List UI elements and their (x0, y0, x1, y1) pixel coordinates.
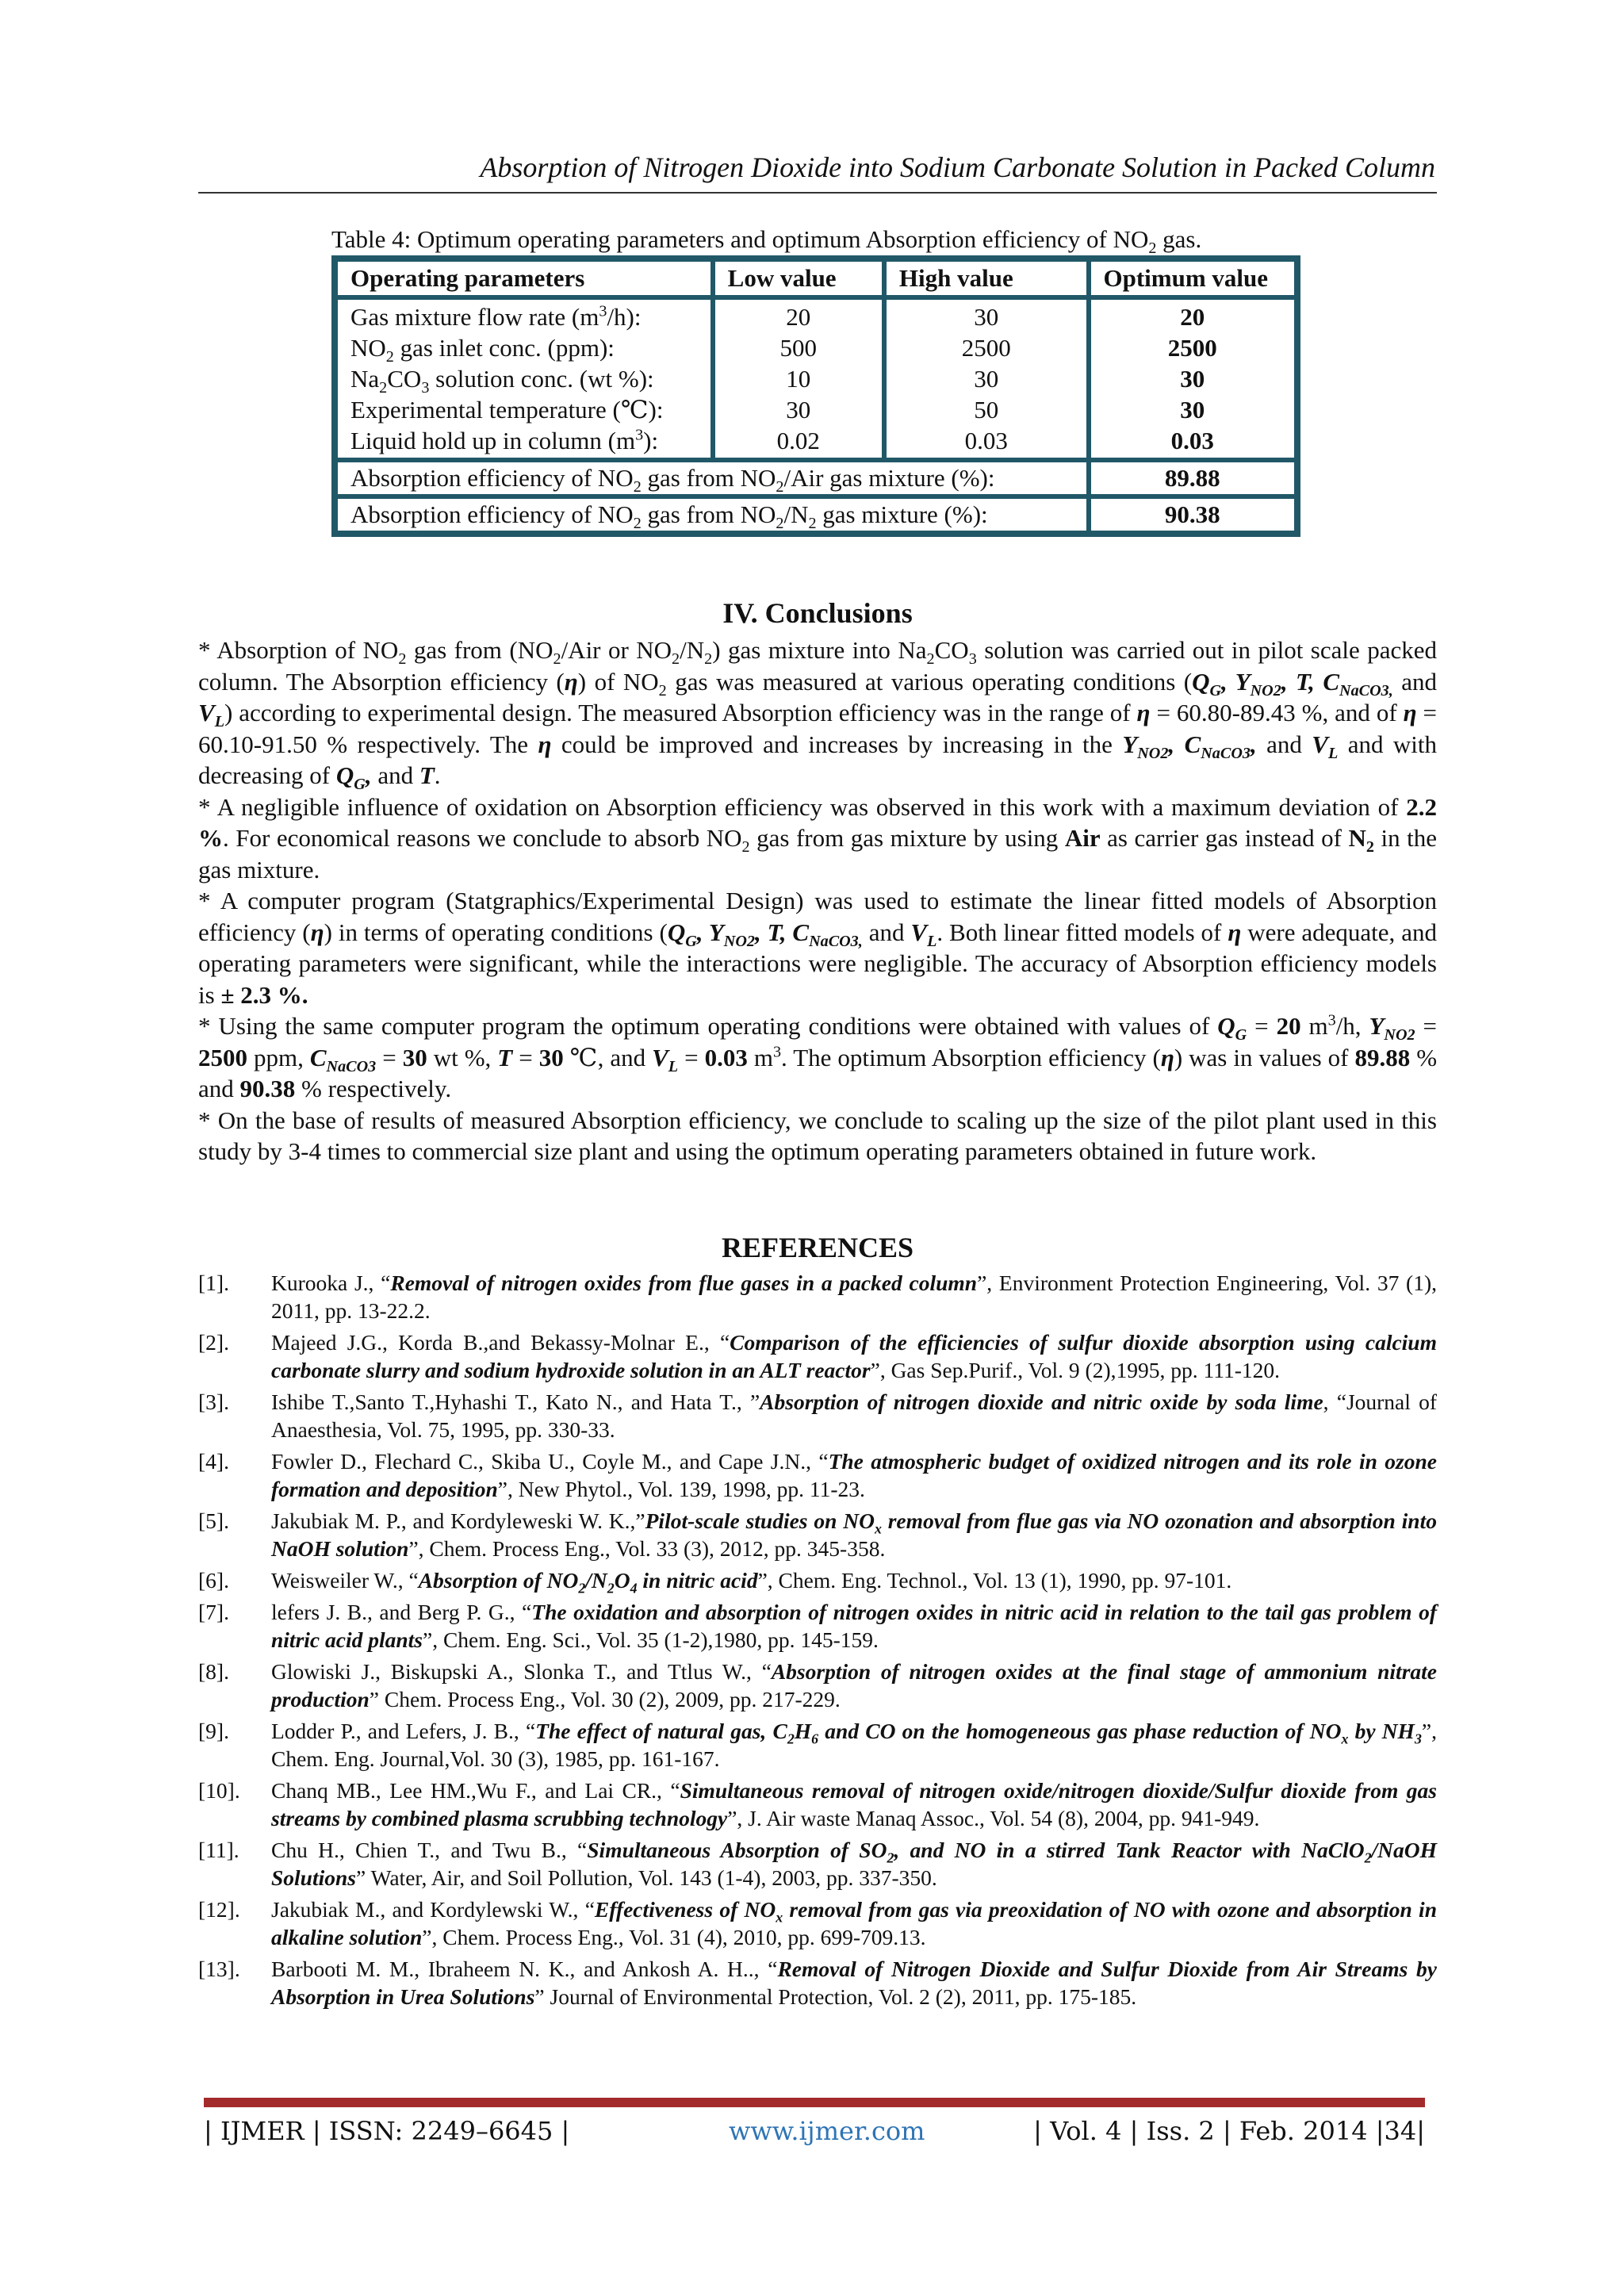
table-cell: 30 (974, 303, 999, 331)
table-cell: 20 (786, 303, 811, 331)
list-item: [3]. Ishibe T.,Santo T.,Hyhashi T., Kato N., and Hata T., ”Absorption of nitrogen dioxide and nitric oxide by soda lime, “Journal of Anaesthesia, Vol. 75, 1995, pp. 330-33. (198, 1389, 1437, 1442)
list-item: [9]. Lodder P., and Lefers, J. B., “The effect of natural gas, $C_2H_6$ and CO on the homogeneous gas phase reduction of $NO_x$ by $NH_3$”, Chem. Eng. Journal,Vol. 30 (3), 1985, pp. 161-167. (198, 1719, 1437, 1771)
column-header: Low value (713, 259, 884, 297)
section-heading-references: REFERENCES (721, 1232, 914, 1263)
journal-info: | IJMER | ISSN: 2249–6645 | (204, 2116, 570, 2146)
table-summary-row (335, 460, 1297, 496)
conclusions-body (198, 634, 1437, 1167)
column-header: High value (884, 259, 1089, 297)
paragraph: * A negligible influence of oxidation on Absorption efficiency was observed in this work with a maximum deviation of 2.2 %. For economical reasons we conclude to absorb $NO_2$ gas from gas mixture by using Air as carrier gas instead of $N_2$ in the gas mixture. (198, 792, 1437, 884)
list-item: [13]. Barbooti M. M., Ibraheem N. K., and Ankosh A. H.., “Removal of Nitrogen Dioxide and Sulfur Dioxide from Air Streams by Absorption in Urea Solutions” Journal of Environmental Protection, Vol. 2 (2), 2011, pp. 175-185. (198, 1957, 1437, 2009)
summary-label: Absorption efficiency of $NO_2$ gas from $NO_2/N_2$ gas mixture (%): (335, 496, 1089, 533)
paragraph: * Absorption of $NO_2$ gas from ($NO_2$/Air or $NO_2/N_2$) gas mixture into $Na_2CO_3$ solution was carried out in pilot scale packed column. The Absorption efficiency (η) of $NO_2$ gas was measured at various operating conditions ($Q_G$, $Y_{NO2}$, T, $C_{NaCO3,}$ and $V_L$) according to experimental design. The measured Absorption efficiency was in the range of η = 60.80-89.43 %, and of η = 60.10-91.50 % respectively. The η could be improved and increases by increasing in the $Y_{NO2}$, $C_{NaCO3}$, and $V_L$ and with decreasing of $Q_G$, and T. (198, 636, 1438, 794)
table-cell: 0.03 (964, 427, 1008, 454)
journal-url-link[interactable]: www.ijmer.com (729, 2116, 925, 2146)
parameters-table (331, 255, 1300, 537)
header-rule (198, 192, 1437, 194)
table-row-label: $Na_2CO_3$ solution conc. (wt %): (350, 365, 654, 397)
list-item: [12]. Jakubiak M., and Kordylewski W., “Effectiveness of $NO_x$ removal from gas via preoxidation of NO with ozone and absorption in alkaline solution”, Chem. Process Eng., Vol. 31 (4), 2010, pp. 699-709.13. (198, 1897, 1437, 1949)
table-cell: 30 (786, 396, 811, 424)
table-cell: 500 (779, 334, 818, 362)
column-header: Operating parameters (335, 259, 713, 297)
column-header: Optimum value (1089, 259, 1297, 297)
running-title: Absorption of Nitrogen Dioxide into Sodium Carbonate Solution in Packed Column (480, 151, 1435, 183)
list-item: [6]. Weisweiler W., “Absorption of $NO_2/N_2O_4$ in nitric acid”, Chem. Eng. Technol., Vol. 13 (1), 1990, pp. 97-101. (198, 1568, 1232, 1596)
list-item: [7]. lefers J. B., and Berg P. G., “The oxidation and absorption of nitrogen oxides in nitric acid in relation to the tail gas problem of nitric acid plants”, Chem. Eng. Sci., Vol. 35 (1-2),1980, pp. 145-159. (198, 1600, 1438, 1652)
table-row-label: $NO_2$ gas inlet conc. (ppm): (350, 334, 615, 366)
table-cell: 50 (974, 396, 999, 424)
list-item: [4]. Fowler D., Flechard C., Skiba U., Coyle M., and Cape J.N., “The atmospheric budget of oxidized nitrogen and its role in ozone formation and deposition”, New Phytol., Vol. 139, 1998, pp. 11-23. (198, 1449, 1437, 1501)
issue-info: | Vol. 4 | Iss. 2 | Feb. 2014 |34| (1033, 2116, 1425, 2146)
paragraph: * A computer program (Statgraphics/Experimental Design) was used to estimate the linear fitted models of Absorption efficiency (η) in terms of operating conditions ($Q_G$, $Y_{NO2}$, T, $C_{NaCO3,}$ and $V_L$. Both linear fitted models of η were adequate, and operating parameters were significant, while the interactions were negligible. The accuracy of Absorption efficiency models is ± 2.3 %. (198, 887, 1437, 1009)
table-cell: 20 (1180, 303, 1205, 331)
list-item: [10]. Chanq MB., Lee HM.,Wu F., and Lai CR., “Simultaneous removal of nitrogen oxide/nitrogen dioxide/Sulfur dioxide from gas streams by combined plasma scrubbing technology”, J. Air waste Manaq Assoc., Vol. 54 (8), 2004, pp. 941-949. (198, 1778, 1437, 1830)
footer-rule (204, 2098, 1425, 2107)
table-row-label: Gas mixture flow rate $(m^3/h)$: (350, 302, 642, 331)
parameter-names (335, 297, 713, 460)
table-body-row (335, 297, 1297, 460)
list-item: [8]. Glowiski J., Biskupski A., Slonka T., and Ttlus W., “Absorption of nitrogen oxides at the final stage of ammonium nitrate production” Chem. Process Eng., Vol. 30 (2), 2009, pp. 217-229. (198, 1659, 1437, 1711)
paragraph: * Using the same computer program the optimum operating conditions were obtained with values of $Q_G = 20$ $m^3/h$, $Y_{NO2} = 2500$ ppm, $C_{NaCO3} = 30$ wt %, T = 30 ℃, and $V_L = 0.03$ $m^3$. The optimum Absorption efficiency (η) was in values of 89.88 % and 90.38 % respectively. (198, 1011, 1438, 1102)
table-summary-row (335, 496, 1297, 533)
summary-value: 90.38 (1089, 496, 1297, 533)
table-cell: 0.03 (1170, 427, 1214, 454)
list-item: [5]. Jakubiak M. P., and Kordyleweski W. K.,”Pilot-scale studies on $NO_x$ removal from flue gas via NO ozonation and absorption into NaOH solution”, Chem. Process Eng., Vol. 33 (3), 2012, pp. 345-358. (198, 1508, 1437, 1561)
list-item: [2]. Majeed J.G., Korda B.,and Bekassy-Molnar E., “Comparison of the efficiencies of sulfur dioxide absorption using calcium carbonate slurry and sodium hydroxide solution in an ALT reactor”, Gas Sep.Purif., Vol. 9 (2),1995, pp. 111-120. (198, 1330, 1437, 1382)
table-cell: 30 (1180, 365, 1205, 393)
table-row-label: Liquid hold up in column $(m^3)$: (350, 426, 659, 454)
section-heading-conclusions: IV. Conclusions (722, 597, 913, 629)
paragraph: * On the base of results of measured Absorption efficiency, we conclude to scaling up the size of the pilot plant used in this study by 3-4 times to commercial size plant and using the optimum operating parameters obtained in future work. (198, 1106, 1437, 1165)
low-values (713, 297, 884, 460)
high-values (884, 297, 1089, 460)
table-cell: 30 (974, 365, 999, 393)
table-cell: 30 (1180, 396, 1205, 424)
optimum-values (1089, 297, 1297, 460)
table-caption: Table 4: Optimum operating parameters and optimum Absorption efficiency of $NO_2$ gas. (331, 225, 1202, 258)
table-cell: 10 (786, 365, 811, 393)
table-row-label: Experimental temperature (℃): (350, 396, 664, 424)
summary-value: 89.88 (1089, 460, 1297, 496)
references-list (198, 1269, 1437, 2014)
table-cell: 2500 (961, 334, 1011, 362)
list-item: [1]. Kurooka J., “Removal of nitrogen oxides from flue gases in a packed column”, Environment Protection Engineering, Vol. 37 (1), 2011, pp. 13-22.2. (198, 1271, 1437, 1323)
table-header-row (335, 259, 1297, 297)
list-item: [11]. Chu H., Chien T., and Twu B., “Simultaneous Absorption of $SO_2$, and NO in a stirred Tank Reactor with NaClO$_2$/NaOH Solutions” Water, Air, and Soil Pollution, Vol. 143 (1-4), 2003, pp. 337-350. (198, 1838, 1437, 1890)
table-cell: 0.02 (776, 427, 820, 454)
table-cell: 2500 (1167, 334, 1217, 362)
summary-label: Absorption efficiency of $NO_2$ gas from $NO_2$/Air gas mixture (%): (335, 460, 1089, 496)
